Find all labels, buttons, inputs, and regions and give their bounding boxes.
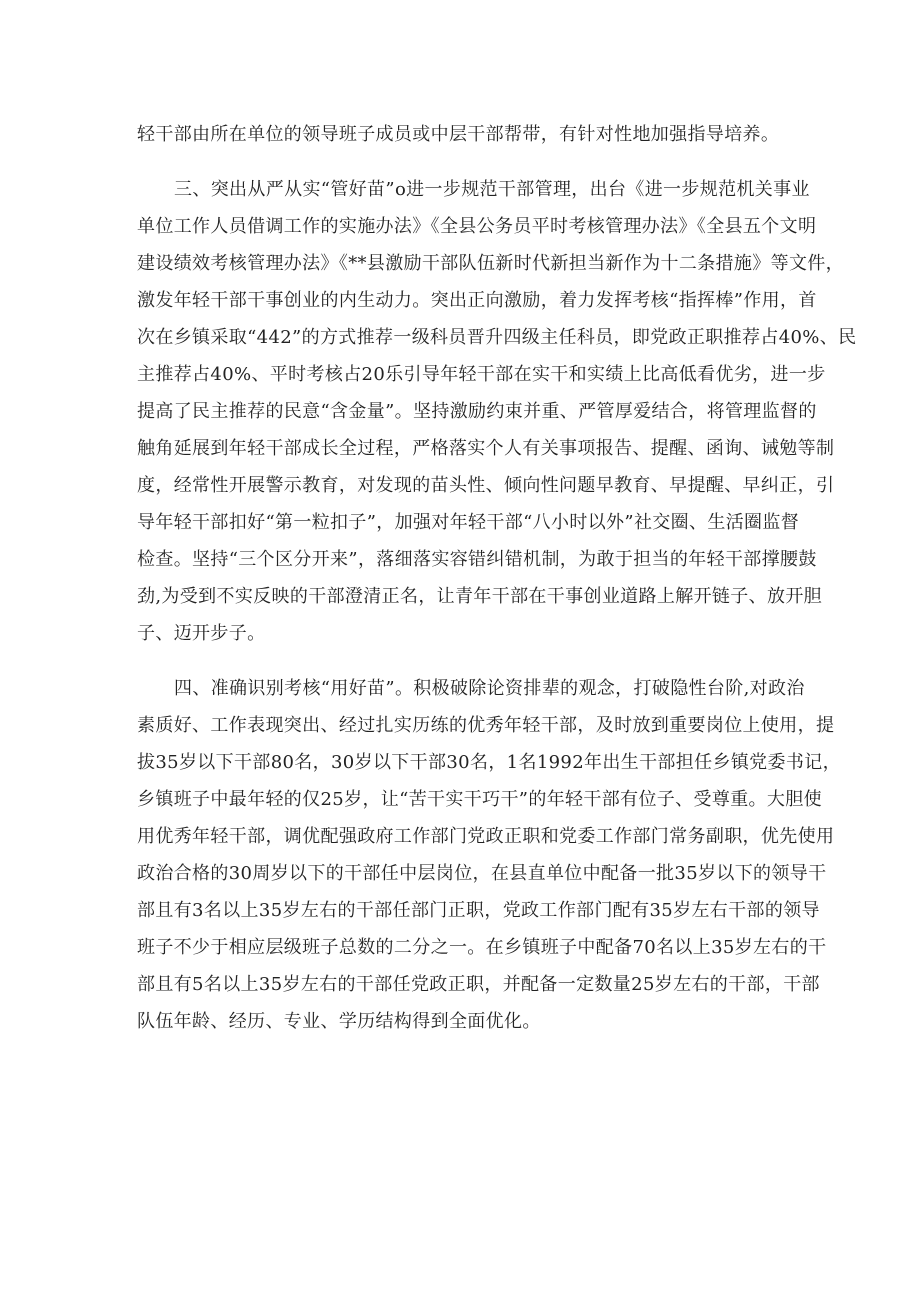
text-line: 队伍年龄、经历、专业、学历结构得到全面优化。	[137, 1011, 541, 1032]
text-line: 班子不少于相应层级班子总数的二分之一。在乡镇班子中配备70名以上35岁左右的干	[137, 937, 827, 958]
text-line: 三、突出从严从实“管好苗”o进一步规范干部管理，出台《进一步规范机关事业	[174, 179, 810, 200]
text-line: 度，经常性开展警示教育，对发现的苗头性、倾向性问题早教育、早提醒、早纠正，引	[137, 475, 835, 496]
text-line: 检查。坚持“三个区分开来”，落细落实容错纠错机制，为敢于担当的年轻干部撑腰鼓	[137, 549, 817, 570]
text-line: 素质好、工作表现突出、经过扎实历练的优秀年轻干部，及时放到重要岗位上使用，提	[137, 715, 835, 736]
text-line: 触角延展到年轻干部成长全过程，严格落实个人有关事项报告、提醒、函询、诫勉等制	[137, 438, 835, 459]
text-line: 单位工作人员借调工作的实施办法》《全县公务员平时考核管理办法》《全县五个文明	[137, 216, 817, 237]
text-line: 导年轻干部扣好“第一粒扣子”，加强对年轻干部“八小时以外”社交圈、生活圈监督	[137, 512, 800, 533]
text-line: 次在乡镇采取“442”的方式推荐一级科员晋升四级主任科员，即党政正职推荐占40%、民	[137, 327, 857, 348]
text-line: 四、准确识别考核“用好苗”。积极破除论资排辈的观念，打破隐性台阶,对政治	[174, 678, 805, 699]
text-line: 拔35岁以下干部80名，30岁以下干部30名，1名1992年出生干部担任乡镇党委书记，	[137, 752, 841, 773]
text-line: 用优秀年轻干部，调优配强政府工作部门党政正职和党委工作部门常务副职，优先使用	[137, 826, 835, 847]
text-line: 政治合格的30周岁以下的干部任中层岗位，在县直单位中配备一批35岁以下的领导干	[137, 863, 827, 884]
text-line: 乡镇班子中最年轻的仅25岁，让“苦干实干巧干”的年轻干部有位子、受尊重。大胆使	[137, 789, 822, 810]
text-line: 提高了民主推荐的民意“含金量”。坚持激励约束并重、严管厚爱结合，将管理监督的	[137, 401, 817, 422]
text-line: 部且有3名以上35岁左右的干部任部门正职，党政工作部门配有35岁左右干部的领导	[137, 900, 820, 921]
text-line: 激发年轻干部干事创业的内生动力。突出正向激励，着力发挥考核“指挥棒”作用，首	[137, 290, 817, 311]
text-line: 部且有5名以上35岁左右的干部任党政正职，并配备一定数量25岁左右的干部，干部	[137, 974, 820, 995]
text-line: 建设绩效考核管理办法》《**县激励干部队伍新时代新担当新作为十二条措施》等文件，	[137, 253, 844, 274]
text-line: 主推荐占40%、平时考核占20乐引导年轻干部在实干和实绩上比高低看优劣，进一步	[137, 364, 826, 385]
text-line: 子、迈开步子。	[137, 623, 266, 644]
text-line: 轻干部由所在单位的领导班子成员或中层干部帮带，有针对性地加强指导培养。	[137, 124, 780, 145]
text-line: 劲,为受到不实反映的干部澄清正名，让青年干部在干事创业道路上解开链子、放开胆	[137, 586, 823, 607]
